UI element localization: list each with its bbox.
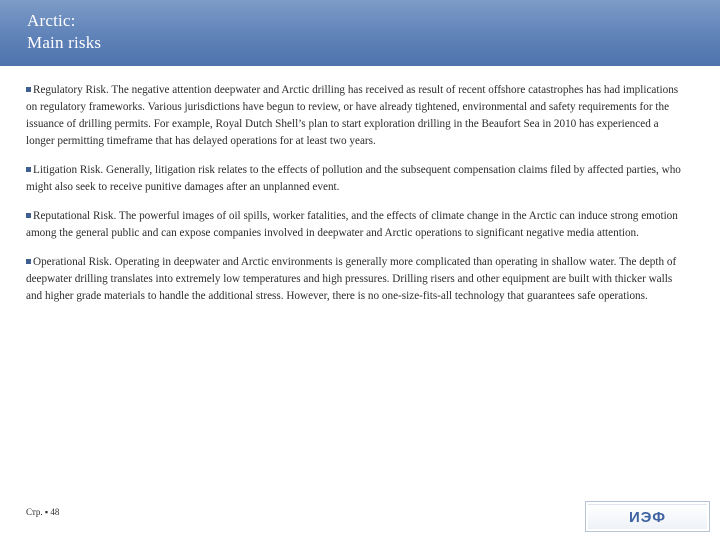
slide-content bbox=[26, 82, 688, 317]
logo bbox=[585, 501, 710, 532]
bullet-icon bbox=[26, 167, 31, 172]
risk-title-regulatory: Regulatory Risk. bbox=[33, 84, 109, 96]
bullet-icon bbox=[26, 213, 31, 218]
risk-title-reputational: Reputational Risk. bbox=[33, 210, 117, 222]
risk-title-litigation: Litigation Risk. bbox=[33, 164, 104, 176]
risk-paragraph-regulatory bbox=[26, 82, 688, 150]
risk-text-regulatory: The negative attention deepwater and Arctic drilling has received as result of recent offshore catastrophes has had implications on regulatory frameworks. Various jurisdictions have begun to review, or have already tightened, environmental and safety requirements for the issuance of drilling permits. For example, Royal Dutch Shell’s plan to start exploration drilling in the Beaufort Sea in 2010 has experienced a longer permitting timeframe that has delayed operations for at least two years. bbox=[26, 84, 679, 147]
title-line-2: Main risks bbox=[27, 33, 102, 52]
risk-text-operational: Operating in deepwater and Arctic environments is generally more complicated than operating in shallow water. The depth of deepwater drilling translates into extremely low temperatures and high pressures. Drilling risers and other equipment are built with thicker walls and higher grade materials to handle the additional stress. However, there is no one-size-fits-all technology that guarantees safe operations. bbox=[26, 256, 677, 302]
slide-title bbox=[27, 10, 101, 54]
page-number: Стр. ▪ 48 bbox=[26, 507, 60, 517]
slide-header bbox=[0, 0, 720, 66]
risk-paragraph-operational bbox=[26, 254, 688, 305]
logo-text: ИЭФ bbox=[588, 504, 707, 529]
bullet-icon bbox=[26, 87, 31, 92]
bullet-icon bbox=[26, 259, 31, 264]
title-line-1: Arctic: bbox=[27, 11, 76, 30]
risk-text-litigation: Generally, litigation risk relates to the effects of pollution and the subsequent compensation claims filed by affected parties, who might also seek to receive punitive damages after an unplanned event. bbox=[26, 164, 681, 193]
risk-paragraph-reputational bbox=[26, 208, 688, 242]
risk-title-operational: Operational Risk. bbox=[33, 256, 112, 268]
risk-paragraph-litigation bbox=[26, 162, 688, 196]
risk-text-reputational: The powerful images of oil spills, worker fatalities, and the effects of climate change in the Arctic can induce strong emotion among the general public and can expose companies involved in deepwater and Arctic operations to significant negative media attention. bbox=[26, 210, 678, 239]
